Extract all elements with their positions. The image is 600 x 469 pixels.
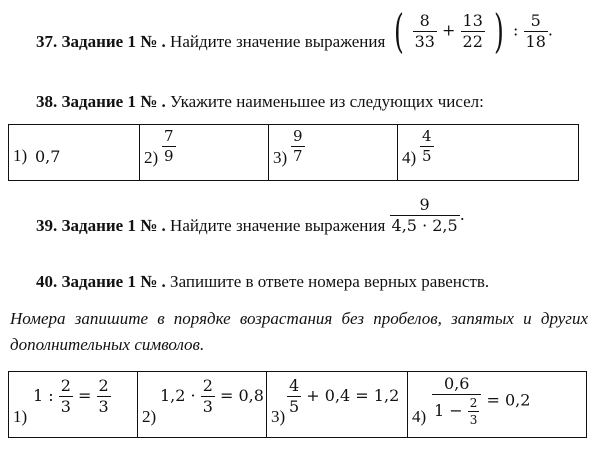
option-label: 3) — [273, 148, 288, 167]
task-37-expression — [390, 4, 553, 58]
option-label: 1) — [13, 407, 28, 426]
option-label: 2) — [144, 148, 159, 167]
task-38 — [36, 92, 484, 112]
left-paren: ( — [393, 4, 404, 58]
fraction-numerator: 7 — [164, 127, 174, 145]
task-40-note: Номера запишите в порядке возрастания без пробелов, запятых и других дополнительных символов. — [10, 309, 588, 354]
task-38-option-1 — [9, 125, 140, 181]
task-39-text: Найдите значение выражения — [170, 216, 386, 235]
task-40-options-table — [8, 371, 587, 438]
task-40-text: Запишите в ответе номера верных равенств. — [170, 272, 490, 291]
option-label: 4) — [402, 148, 417, 167]
fraction-denominator: 3 — [202, 397, 213, 416]
option-label: 4) — [412, 407, 427, 426]
task-38-text: Укажите наименьшее из следующих чисел: — [170, 92, 484, 111]
task-40-option-1 — [9, 372, 138, 438]
fraction-denominator: 18 — [525, 31, 546, 51]
fraction-numerator: 13 — [462, 10, 483, 30]
fraction-denominator: 9 — [164, 147, 174, 165]
task-39-expression — [390, 194, 465, 235]
expression-prefix: 1 : — [33, 386, 54, 405]
option-label: 2) — [142, 407, 157, 426]
option-label: 3) — [271, 407, 286, 426]
task-40-heading: 40. Задание 1 № . — [36, 272, 166, 291]
task-40 — [36, 272, 489, 292]
fraction-numerator: 2 — [202, 376, 213, 395]
task-38-heading: 38. Задание 1 № . — [36, 92, 166, 111]
fraction-denominator: 5 — [422, 147, 432, 165]
fraction-denominator: 4,5 · 2,5 — [391, 215, 458, 235]
expression-result: = 0,2 — [486, 390, 531, 410]
fraction-denominator: 3 — [60, 397, 71, 416]
task-38-option-2 — [140, 125, 269, 181]
division-sign: : — [513, 20, 519, 40]
fraction-denominator: 3 — [98, 397, 109, 416]
task-37 — [36, 4, 553, 58]
fraction-numerator: 2 — [98, 376, 109, 395]
expression-prefix: 1,2 · — [160, 386, 196, 405]
fraction-numerator: 4 — [422, 127, 432, 145]
option-label: 1) — [13, 146, 28, 165]
task-39 — [36, 194, 465, 236]
fraction-denominator: 3 — [469, 413, 478, 427]
fraction-denominator: 22 — [462, 31, 483, 51]
task-38-option-4 — [398, 125, 579, 181]
fraction-denominator: 5 — [289, 397, 300, 416]
task-39-heading: 39. Задание 1 № . — [36, 216, 166, 235]
fraction-numerator: 0,6 — [443, 374, 470, 393]
fraction-numerator: 5 — [530, 10, 541, 30]
task-38-options-table — [8, 124, 579, 181]
right-paren: ) — [494, 4, 504, 58]
period: . — [459, 204, 465, 224]
period: . — [547, 20, 553, 40]
task-37-text: Найдите значение выражения — [170, 32, 386, 51]
fraction-numerator: 2 — [469, 396, 478, 410]
fraction-numerator: 4 — [289, 376, 300, 395]
denominator-prefix: 1 − — [434, 401, 463, 420]
fraction-denominator: 33 — [414, 31, 435, 51]
expression-result: + 0,4 = 1,2 — [306, 386, 400, 405]
task-40-option-4 — [408, 372, 587, 438]
equals-sign: = — [78, 386, 92, 405]
fraction-denominator: 7 — [293, 147, 303, 165]
plus-sign: + — [442, 20, 456, 40]
task-40-option-3 — [267, 372, 408, 438]
task-40-option-2 — [138, 372, 267, 438]
expression-result: = 0,8 — [220, 386, 264, 405]
task-38-option-3 — [269, 125, 398, 181]
fraction-numerator: 2 — [60, 376, 71, 395]
option-value: 0,7 — [35, 147, 61, 166]
fraction-numerator: 9 — [419, 194, 430, 214]
task-37-heading: 37. Задание 1 № . — [36, 32, 166, 51]
fraction-numerator: 9 — [293, 127, 303, 145]
fraction-numerator: 8 — [419, 10, 430, 30]
